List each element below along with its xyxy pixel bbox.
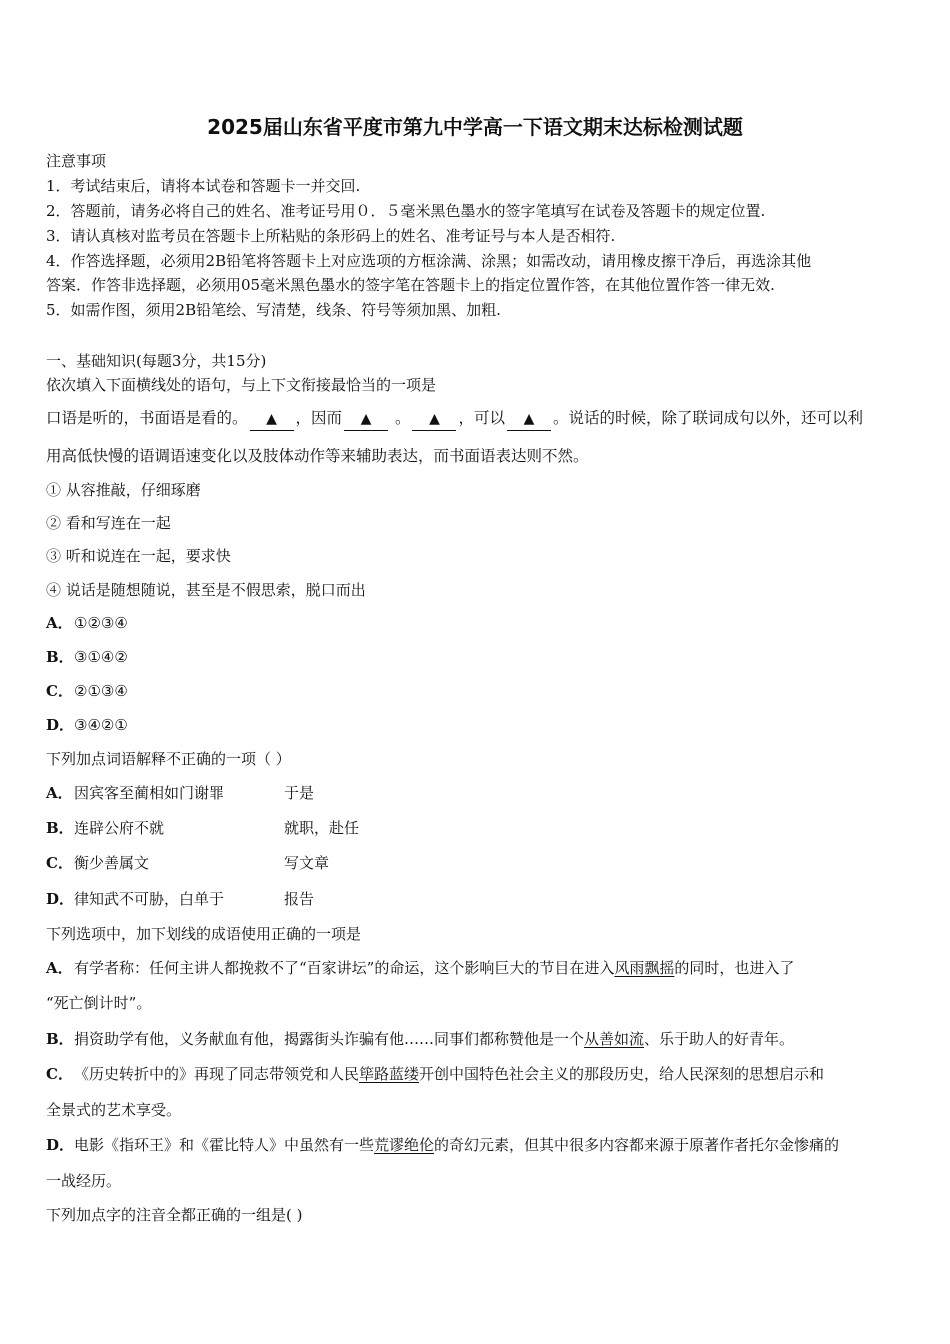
option-letter: A． [46, 784, 73, 802]
option-letter: D． [46, 1136, 75, 1154]
section-heading: 一、基础知识(每题3分，共15分) [46, 352, 267, 370]
notice-item: 1．考试结束后，请将本试卷和答题卡一并交回. [46, 177, 361, 195]
passage-text: 。说话的时候，除了联词成句以外，还可以利 [552, 409, 863, 427]
option-meaning: 于是 [284, 784, 315, 802]
notice-heading: 注意事项 [46, 152, 107, 170]
fill-blank-4 [507, 407, 551, 431]
question-1-passage-line-2: 用高低快慢的语调语速变化以及肢体动作等来辅助表达，而书面语表达则不然。 [46, 447, 589, 465]
statement-item: ② 看和写连在一起 [46, 514, 171, 532]
option-d [46, 714, 128, 736]
option-c [46, 1063, 824, 1085]
passage-text: ，可以 [458, 409, 505, 427]
underlined-idiom: 风雨飘摇 [614, 959, 675, 977]
option-a [46, 612, 128, 634]
option-text: 、乐于助人的好青年。 [644, 1030, 795, 1048]
triangle-mark-icon: ▲ [266, 411, 277, 427]
option-word: 衡少善属文 [74, 854, 150, 872]
option-meaning: 报告 [284, 890, 315, 908]
option-a [46, 957, 794, 979]
statement-item: ③ 听和说连在一起，要求快 [46, 547, 231, 565]
option-letter: C． [46, 1065, 73, 1083]
passage-text: 口语是听的，书面语是看的。 [46, 409, 248, 427]
fill-blank-3 [412, 407, 456, 431]
option-b [46, 1028, 794, 1050]
notice-item: 2．答题前，请务必将自己的姓名、准考证号用０．５毫米黑色墨水的签字笔填写在试卷及答题卡的规定位置. [46, 202, 766, 220]
option-a [46, 782, 224, 804]
option-d-line-2: 一战经历。 [46, 1172, 122, 1190]
option-b [46, 817, 164, 839]
option-text: 电影《指环王》和《霍比特人》中虽然有一些 [74, 1136, 375, 1154]
option-letter: C． [46, 854, 73, 872]
option-letter: C． [46, 682, 73, 700]
question-2-stem: 下列加点词语解释不正确的一项（ ） [46, 750, 291, 768]
option-c [46, 852, 149, 874]
option-text: 捐资助学有他，义务献血有他，揭露街头诈骗有他……同事们都称赞他是一个 [74, 1030, 585, 1048]
option-text: ③①④② [74, 648, 128, 666]
triangle-mark-icon: ▲ [523, 411, 535, 427]
notice-item: 3．请认真核对监考员在答题卡上所粘贴的条形码上的姓名、准考证号与本人是否相符. [46, 227, 616, 245]
option-letter: D． [46, 716, 75, 734]
fill-blank-2 [344, 407, 388, 431]
underlined-idiom: 荒谬绝伦 [374, 1136, 435, 1154]
statement-item: ① 从容推敲，仔细琢磨 [46, 481, 201, 499]
underlined-idiom: 从善如流 [584, 1030, 645, 1048]
option-word: 因宾客至蔺相如门谢罪 [74, 784, 225, 802]
option-b [46, 646, 128, 668]
option-c [46, 680, 128, 702]
page-title: 2025届山东省平度市第九中学高一下语文期末达标检测试题 [207, 115, 743, 139]
statement-item: ④ 说话是随想随说，甚至是不假思索，脱口而出 [46, 581, 366, 599]
option-word: 连辟公府不就 [74, 819, 165, 837]
option-letter: B． [46, 648, 74, 666]
option-word: 律知武不可胁，白单于 [74, 890, 225, 908]
option-text: 开创中国特色社会主义的那段历史，给人民深刻的思想启示和 [419, 1065, 825, 1083]
option-letter: D． [46, 890, 75, 908]
notice-item: 5．如需作图，须用2B铅笔绘、写清楚，线条、符号等须加黑、加粗. [46, 301, 501, 319]
option-text: ①②③④ [74, 614, 128, 632]
fill-blank-1 [250, 407, 294, 431]
question-3-stem: 下列选项中，加下划线的成语使用正确的一项是 [46, 925, 362, 943]
option-meaning: 写文章 [284, 854, 330, 872]
notice-item: 4．作答选择题，必须用2B铅笔将答题卡上对应选项的方框涂满、涂黑；如需改动，请用橡皮擦干净后，再选涂其他 [46, 252, 812, 270]
underlined-idiom: 筚路蓝缕 [359, 1065, 420, 1083]
notice-item: 答案．作答非选择题，必须用05毫米黑色墨水的签字笔在答题卡上的指定位置作答，在其他位置作答一律无效. [46, 276, 775, 294]
option-a-line-2: “死亡倒计时”。 [46, 994, 152, 1012]
question-1-passage-line-1 [46, 407, 863, 431]
option-text: 《历史转折中的》再现了同志带领党和人民 [74, 1065, 360, 1083]
passage-text: ，因而 [295, 409, 343, 427]
option-text: 有学者称：任何主讲人都挽救不了“百家讲坛”的命运，这个影响巨大的节目在进入 [74, 959, 615, 977]
option-d [46, 888, 224, 910]
triangle-mark-icon: ▲ [360, 411, 372, 427]
option-text: ②①③④ [74, 682, 128, 700]
option-text: ③④②① [74, 716, 128, 734]
option-text: 的奇幻元素，但其中很多内容都来源于原著作者托尔金惨痛的 [434, 1136, 840, 1154]
option-meaning: 就职，赴任 [284, 819, 360, 837]
question-4-stem: 下列加点字的注音全都正确的一组是( ) [46, 1206, 303, 1224]
option-letter: B． [46, 1030, 74, 1048]
question-1-stem: 依次填入下面横线处的语句，与上下文衔接最恰当的一项是 [46, 376, 437, 394]
triangle-mark-icon: ▲ [429, 411, 440, 427]
option-c-line-2: 全景式的艺术享受。 [46, 1101, 182, 1119]
passage-text: 。 [390, 409, 411, 427]
option-letter: B． [46, 819, 74, 837]
option-text: 的同时，也进入了 [674, 959, 795, 977]
option-d [46, 1134, 839, 1156]
option-letter: A． [46, 614, 73, 632]
option-letter: A． [46, 959, 73, 977]
